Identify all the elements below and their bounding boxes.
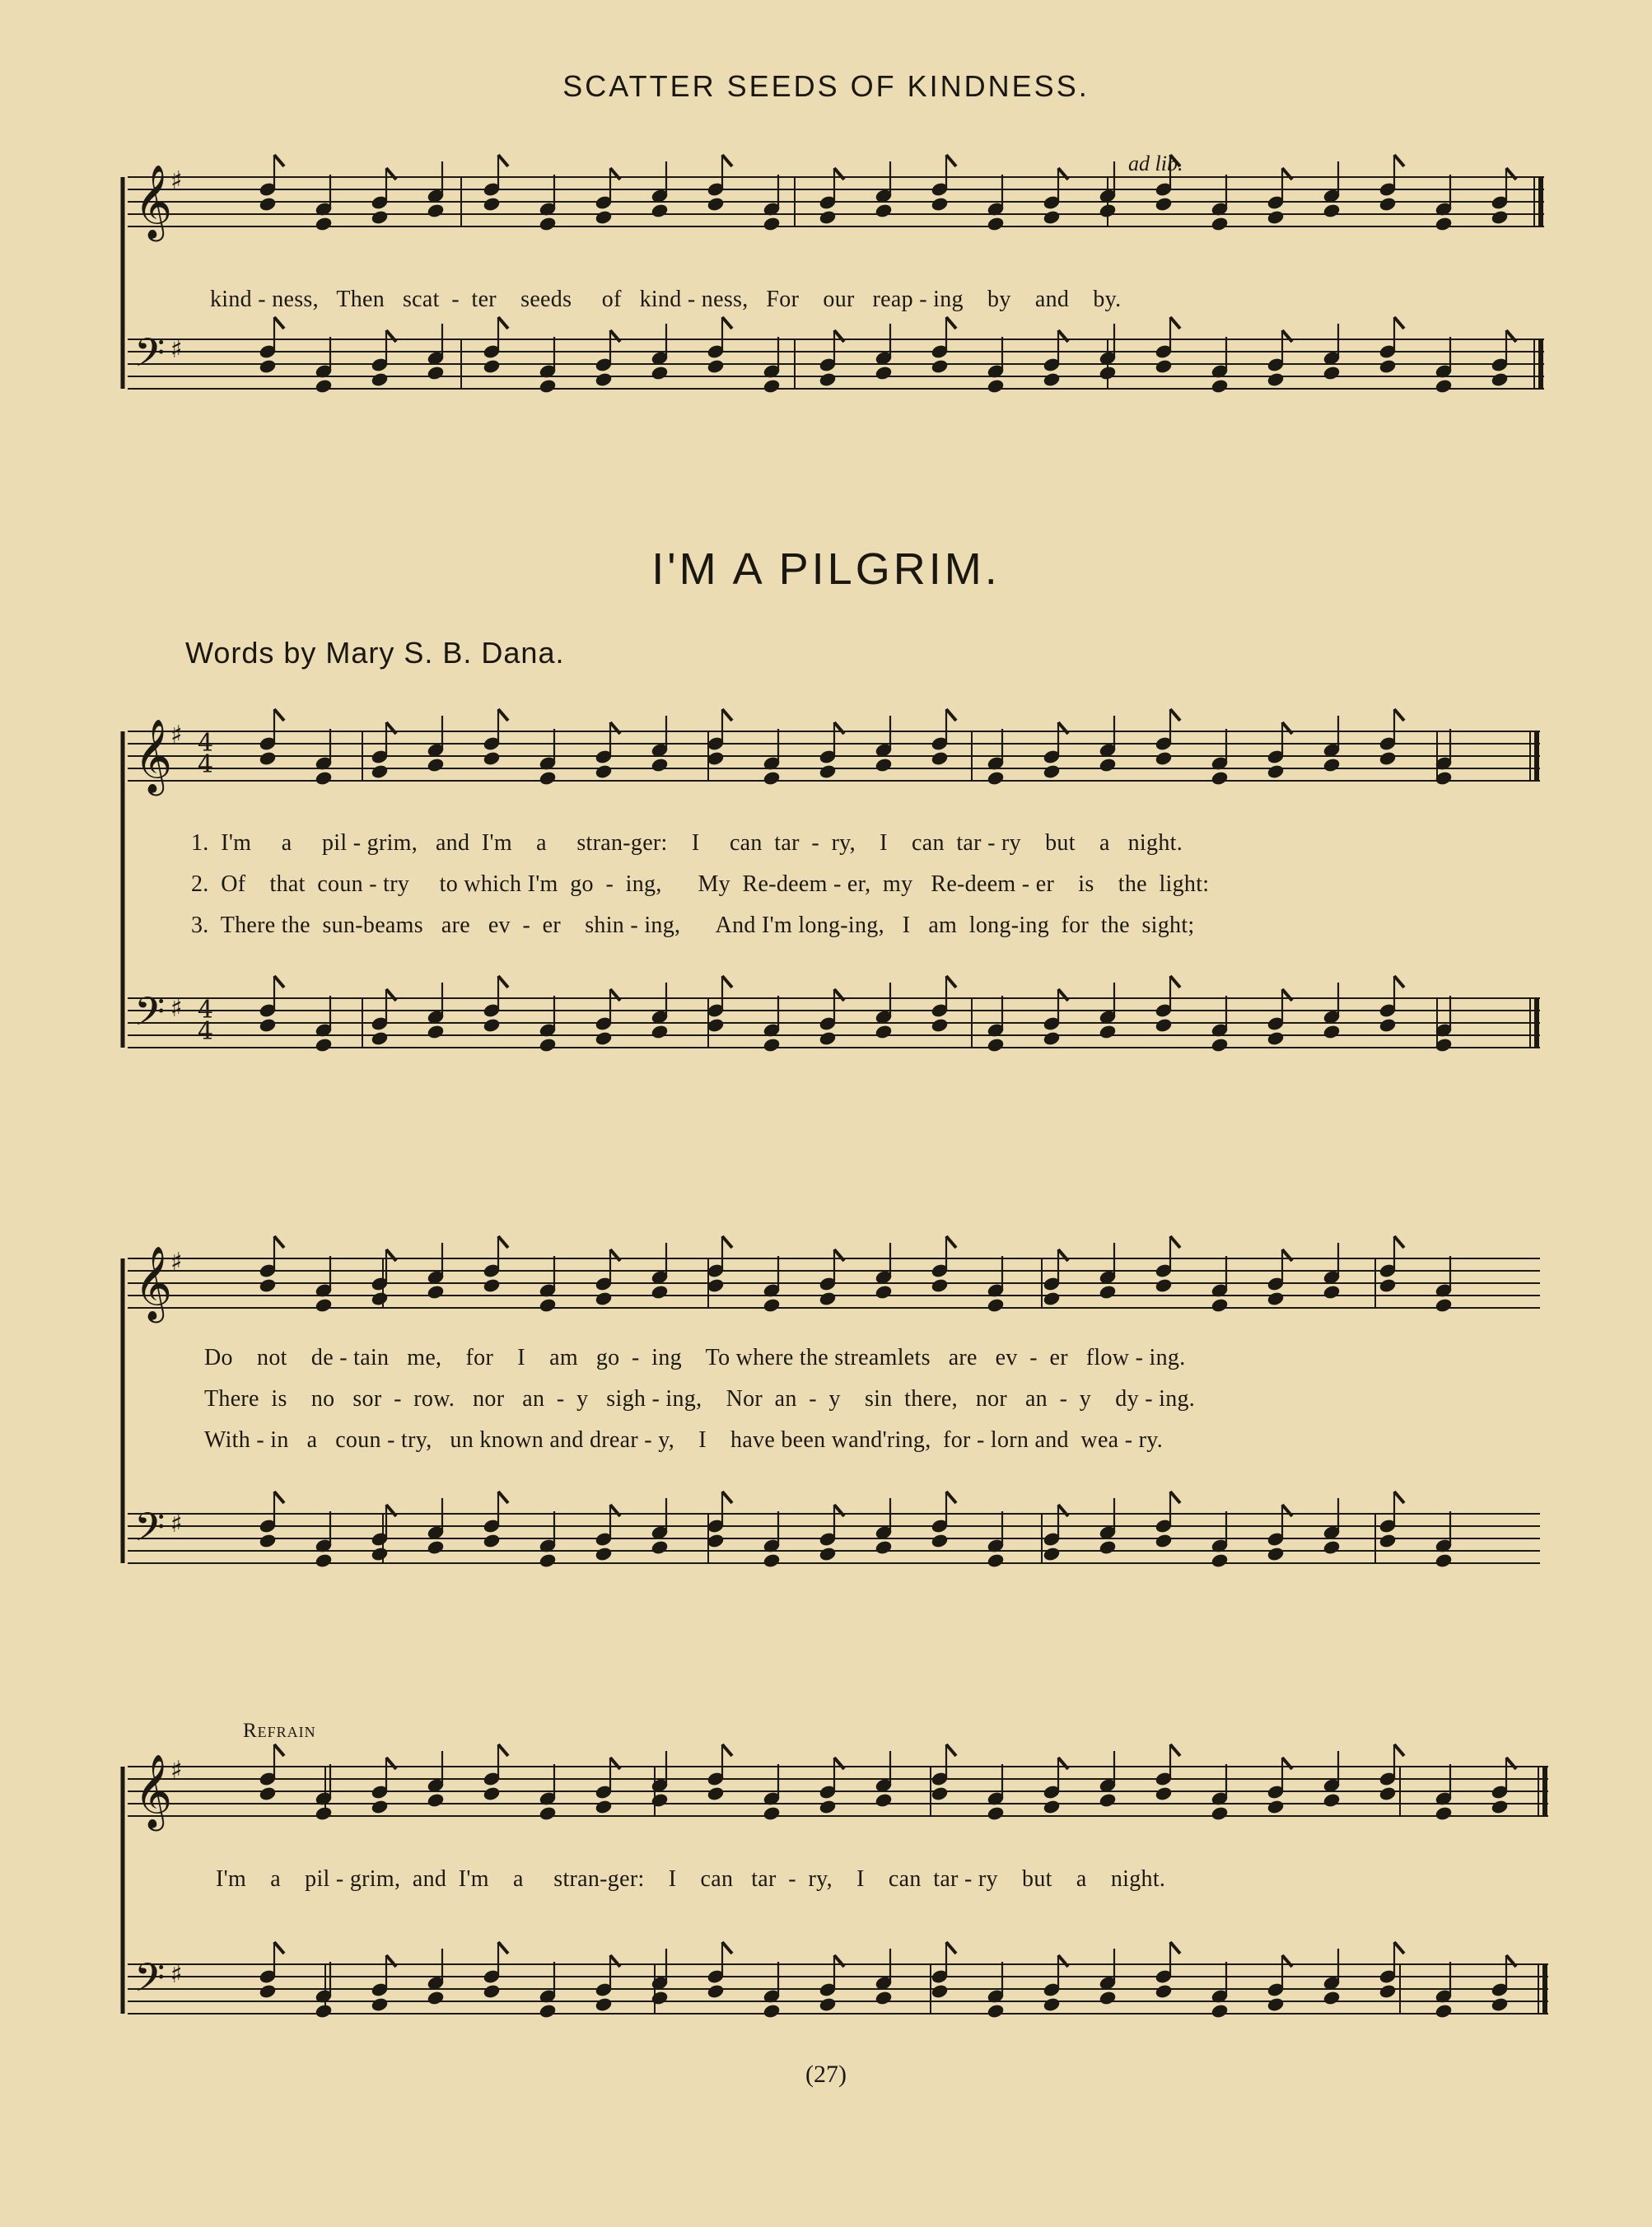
- note-flag: [722, 1492, 732, 1503]
- note-head: [707, 1534, 724, 1548]
- note-head: [259, 359, 276, 374]
- ad-lib-marking: ad lib.: [1128, 152, 1183, 175]
- lyric-line: 2. Of that coun - try to which I'm go - ing, My Re-deem - er, my Re-deem - er is the light:: [191, 871, 1210, 897]
- note-head: [651, 366, 668, 381]
- bass-clef: 𝄢: [134, 1954, 166, 2010]
- note-head: [875, 203, 892, 218]
- note-head: [1211, 771, 1228, 786]
- note-head: [539, 1038, 556, 1053]
- note-head: [819, 1800, 836, 1814]
- note-head: [1043, 372, 1060, 387]
- note-head: [651, 1991, 668, 2005]
- key-signature-sharp: ♯: [170, 1960, 183, 1989]
- hymn-title: I'M A PILGRIM.: [651, 544, 1001, 594]
- section-title: SCATTER SEEDS OF KINDNESS.: [562, 69, 1090, 103]
- note-head: [1155, 1018, 1172, 1033]
- note-head: [1099, 1991, 1116, 2005]
- note-head: [1379, 1786, 1396, 1801]
- note-flag: [1394, 155, 1404, 166]
- note-flag: [1170, 1942, 1180, 1954]
- note-head: [259, 197, 276, 212]
- note-flag: [274, 1492, 284, 1503]
- bass-clef: 𝄢: [134, 329, 166, 385]
- lyric-line: 3. There the sun-beams are ev - er shin - ing, And I'm long-ing, I am long-ing for the sight;: [191, 913, 1195, 938]
- page-number: (27): [805, 2061, 847, 2088]
- note-flag: [1170, 317, 1180, 329]
- note-flag: [498, 1492, 508, 1503]
- note-flag: [274, 1942, 284, 1954]
- note-head: [1155, 751, 1172, 766]
- note-flag: [274, 1744, 284, 1756]
- treble-clef: 𝄞: [134, 719, 173, 793]
- note-head: [427, 1991, 444, 2005]
- note-head: [1155, 1984, 1172, 1999]
- note-head: [651, 203, 668, 218]
- note-head: [371, 1547, 388, 1562]
- note-head: [427, 366, 444, 381]
- note-head: [1043, 1547, 1060, 1562]
- note-head: [1267, 1800, 1284, 1814]
- lyric-line: There is no sor - row. nor an - y sigh - ing, Nor an - y sin there, nor an - y dy - ing.: [204, 1386, 1196, 1412]
- note-head: [427, 1793, 444, 1808]
- note-head: [483, 1786, 500, 1801]
- note-head: [931, 1018, 948, 1033]
- bass-clef: 𝄢: [134, 988, 166, 1044]
- note-head: [483, 1984, 500, 1999]
- note-head: [819, 210, 836, 225]
- note-head: [1435, 1553, 1452, 1568]
- note-head: [1323, 203, 1340, 218]
- lyric-line: With - in a coun - try, un known and drear - y, I have been wand'ring, for - lorn and wea - ry.: [204, 1427, 1164, 1453]
- note-head: [371, 372, 388, 387]
- note-head: [651, 1540, 668, 1555]
- note-head: [1267, 372, 1284, 387]
- note-head: [259, 1278, 276, 1293]
- note-head: [875, 1025, 892, 1039]
- note-head: [1267, 1997, 1284, 2012]
- note-head: [483, 751, 500, 766]
- note-flag: [498, 317, 508, 329]
- note-head: [1043, 764, 1060, 779]
- note-head: [1099, 1540, 1116, 1555]
- note-head: [987, 771, 1004, 786]
- note-head: [1323, 1025, 1340, 1039]
- note-head: [1323, 1991, 1340, 2005]
- key-signature-sharp: ♯: [170, 166, 183, 195]
- note-head: [1379, 359, 1396, 374]
- note-head: [763, 1806, 780, 1821]
- note-head: [539, 1298, 556, 1313]
- note-head: [427, 203, 444, 218]
- note-flag: [1394, 976, 1404, 987]
- note-flag: [1394, 1942, 1404, 1954]
- note-head: [371, 1291, 388, 1306]
- note-head: [1211, 379, 1228, 394]
- note-head: [1435, 1806, 1452, 1821]
- note-head: [1323, 1285, 1340, 1300]
- note-head: [1043, 1031, 1060, 1046]
- note-flag: [274, 155, 284, 166]
- note-head: [1043, 1997, 1060, 2012]
- note-head: [595, 372, 612, 387]
- note-head: [931, 1786, 948, 1801]
- note-head: [707, 197, 724, 212]
- note-head: [1323, 1540, 1340, 1555]
- note-flag: [498, 1744, 508, 1756]
- note-head: [987, 217, 1004, 231]
- note-head: [987, 1038, 1004, 1053]
- note-head: [875, 758, 892, 773]
- note-head: [707, 359, 724, 374]
- note-head: [1491, 1997, 1508, 2012]
- note-flag: [722, 155, 732, 166]
- note-flag: [1170, 976, 1180, 987]
- note-flag: [498, 709, 508, 721]
- note-head: [707, 1018, 724, 1033]
- note-head: [315, 1806, 332, 1821]
- bass-clef: 𝄢: [134, 1504, 166, 1560]
- treble-clef: 𝄞: [134, 1246, 173, 1320]
- note-head: [1323, 758, 1340, 773]
- note-head: [1099, 1285, 1116, 1300]
- note-head: [651, 758, 668, 773]
- note-flag: [722, 317, 732, 329]
- lyric-line: 1. I'm a pil - grim, and I'm a stran-ger: I can tar - ry, I can tar - ry but a night.: [191, 830, 1183, 856]
- note-head: [1379, 1278, 1396, 1293]
- note-head: [1267, 1547, 1284, 1562]
- note-head: [259, 1786, 276, 1801]
- refrain-label: Refrain: [243, 1720, 316, 1742]
- note-flag: [1170, 1492, 1180, 1503]
- note-head: [483, 1278, 500, 1293]
- note-head: [1043, 210, 1060, 225]
- note-head: [315, 1298, 332, 1313]
- note-head: [651, 1025, 668, 1039]
- note-flag: [498, 976, 508, 987]
- note-head: [1155, 1786, 1172, 1801]
- note-head: [763, 771, 780, 786]
- note-head: [1435, 379, 1452, 394]
- note-flag: [722, 976, 732, 987]
- note-head: [483, 359, 500, 374]
- key-signature-sharp: ♯: [170, 335, 183, 364]
- note-head: [595, 764, 612, 779]
- note-head: [763, 1553, 780, 1568]
- time-signature-digit: 4: [198, 996, 214, 1025]
- note-head: [1267, 1031, 1284, 1046]
- note-head: [931, 197, 948, 212]
- note-head: [763, 1298, 780, 1313]
- key-signature-sharp: ♯: [170, 1248, 183, 1277]
- note-head: [1379, 1534, 1396, 1548]
- note-flag: [274, 976, 284, 987]
- key-signature-sharp: ♯: [170, 1756, 183, 1785]
- note-head: [875, 1540, 892, 1555]
- note-head: [1043, 1291, 1060, 1306]
- note-head: [315, 379, 332, 394]
- note-head: [371, 1997, 388, 2012]
- note-flag: [946, 976, 956, 987]
- note-head: [1211, 1038, 1228, 1053]
- note-head: [1379, 751, 1396, 766]
- note-head: [987, 379, 1004, 394]
- note-head: [931, 1534, 948, 1548]
- note-head: [1267, 210, 1284, 225]
- note-head: [483, 197, 500, 212]
- note-flag: [1394, 1492, 1404, 1503]
- note-head: [259, 1984, 276, 1999]
- treble-clef: 𝄞: [134, 165, 173, 239]
- note-head: [315, 1553, 332, 1568]
- note-flag: [274, 709, 284, 721]
- treble-clef: 𝄞: [134, 1754, 173, 1828]
- note-head: [1435, 2004, 1452, 2019]
- note-flag: [1394, 1744, 1404, 1756]
- note-head: [987, 2004, 1004, 2019]
- note-flag: [946, 1492, 956, 1503]
- note-head: [1323, 366, 1340, 381]
- note-head: [1491, 372, 1508, 387]
- note-head: [1435, 217, 1452, 231]
- note-flag: [946, 155, 956, 166]
- time-signature-digit: 4: [198, 750, 214, 779]
- note-flag: [722, 1942, 732, 1954]
- time-signature-digit: 4: [198, 1017, 214, 1046]
- note-head: [651, 1285, 668, 1300]
- note-head: [763, 1038, 780, 1053]
- note-head: [875, 1793, 892, 1808]
- note-flag: [1170, 1744, 1180, 1756]
- note-head: [427, 1285, 444, 1300]
- note-head: [875, 1991, 892, 2005]
- note-head: [371, 764, 388, 779]
- key-signature-sharp: ♯: [170, 994, 183, 1023]
- lyric-line: kind - ness, Then scat - ter seeds of kind - ness, For our reap - ing by and by.: [210, 287, 1122, 312]
- note-head: [1211, 1553, 1228, 1568]
- note-head: [1043, 1800, 1060, 1814]
- note-head: [595, 1291, 612, 1306]
- key-signature-sharp: ♯: [170, 721, 183, 749]
- note-head: [539, 2004, 556, 2019]
- note-head: [707, 1786, 724, 1801]
- note-flag: [1170, 1236, 1180, 1248]
- note-head: [763, 2004, 780, 2019]
- note-head: [315, 217, 332, 231]
- note-flag: [498, 1942, 508, 1954]
- note-head: [259, 751, 276, 766]
- note-head: [539, 1806, 556, 1821]
- note-head: [1211, 217, 1228, 231]
- lyric-line: Do not de - tain me, for I am go - ing To where the streamlets are ev - er flow - ing.: [204, 1345, 1186, 1370]
- note-head: [707, 1984, 724, 1999]
- note-head: [427, 1540, 444, 1555]
- note-head: [1211, 1298, 1228, 1313]
- note-head: [315, 1038, 332, 1053]
- note-head: [1099, 203, 1116, 218]
- note-flag: [946, 1236, 956, 1248]
- note-head: [707, 1278, 724, 1293]
- note-flag: [946, 1942, 956, 1954]
- author-credit: Words by Mary S. B. Dana.: [185, 636, 565, 670]
- note-head: [987, 1298, 1004, 1313]
- note-flag: [1170, 709, 1180, 721]
- note-flag: [722, 709, 732, 721]
- note-head: [1379, 1984, 1396, 1999]
- note-head: [819, 372, 836, 387]
- note-head: [427, 758, 444, 773]
- note-head: [1491, 1800, 1508, 1814]
- note-head: [707, 751, 724, 766]
- note-head: [1323, 1793, 1340, 1808]
- note-head: [819, 1547, 836, 1562]
- note-head: [595, 210, 612, 225]
- note-head: [1155, 197, 1172, 212]
- note-head: [1211, 2004, 1228, 2019]
- note-head: [819, 1031, 836, 1046]
- note-head: [987, 1806, 1004, 1821]
- note-head: [259, 1534, 276, 1548]
- note-head: [595, 1997, 612, 2012]
- note-head: [1435, 1298, 1452, 1313]
- note-head: [931, 1984, 948, 1999]
- note-head: [651, 1793, 668, 1808]
- note-head: [315, 2004, 332, 2019]
- note-head: [1211, 1806, 1228, 1821]
- note-head: [539, 1553, 556, 1568]
- note-head: [315, 771, 332, 786]
- note-head: [1379, 197, 1396, 212]
- note-head: [931, 1278, 948, 1293]
- note-flag: [498, 1236, 508, 1248]
- note-head: [931, 359, 948, 374]
- note-flag: [274, 317, 284, 329]
- note-flag: [722, 1236, 732, 1248]
- note-head: [595, 1800, 612, 1814]
- note-head: [1099, 1025, 1116, 1039]
- note-head: [371, 1800, 388, 1814]
- note-head: [819, 1291, 836, 1306]
- note-head: [875, 366, 892, 381]
- note-flag: [1394, 1236, 1404, 1248]
- note-flag: [1394, 317, 1404, 329]
- note-head: [595, 1547, 612, 1562]
- note-flag: [498, 155, 508, 166]
- note-flag: [946, 1744, 956, 1756]
- note-head: [259, 1018, 276, 1033]
- note-head: [875, 1285, 892, 1300]
- note-head: [1267, 764, 1284, 779]
- note-head: [1099, 758, 1116, 773]
- note-head: [1155, 1278, 1172, 1293]
- note-head: [1099, 366, 1116, 381]
- note-head: [595, 1031, 612, 1046]
- note-flag: [722, 1744, 732, 1756]
- note-head: [1155, 1534, 1172, 1548]
- lyric-line: I'm a pil - grim, and I'm a stran-ger: I can tar - ry, I can tar - ry but a night.: [216, 1866, 1166, 1892]
- note-head: [1099, 1793, 1116, 1808]
- note-head: [819, 1997, 836, 2012]
- note-head: [1155, 359, 1172, 374]
- note-head: [371, 1031, 388, 1046]
- note-head: [1379, 1018, 1396, 1033]
- note-flag: [946, 317, 956, 329]
- note-head: [819, 764, 836, 779]
- note-head: [931, 751, 948, 766]
- note-head: [427, 1025, 444, 1039]
- note-flag: [274, 1236, 284, 1248]
- note-head: [483, 1534, 500, 1548]
- note-head: [539, 217, 556, 231]
- note-head: [763, 217, 780, 231]
- note-head: [371, 210, 388, 225]
- note-head: [987, 1553, 1004, 1568]
- note-head: [539, 771, 556, 786]
- note-head: [539, 379, 556, 394]
- note-head: [1267, 1291, 1284, 1306]
- note-head: [483, 1018, 500, 1033]
- note-flag: [1394, 709, 1404, 721]
- note-head: [1491, 210, 1508, 225]
- key-signature-sharp: ♯: [170, 1510, 183, 1538]
- note-flag: [946, 709, 956, 721]
- time-signature-digit: 4: [198, 729, 214, 758]
- note-head: [763, 379, 780, 394]
